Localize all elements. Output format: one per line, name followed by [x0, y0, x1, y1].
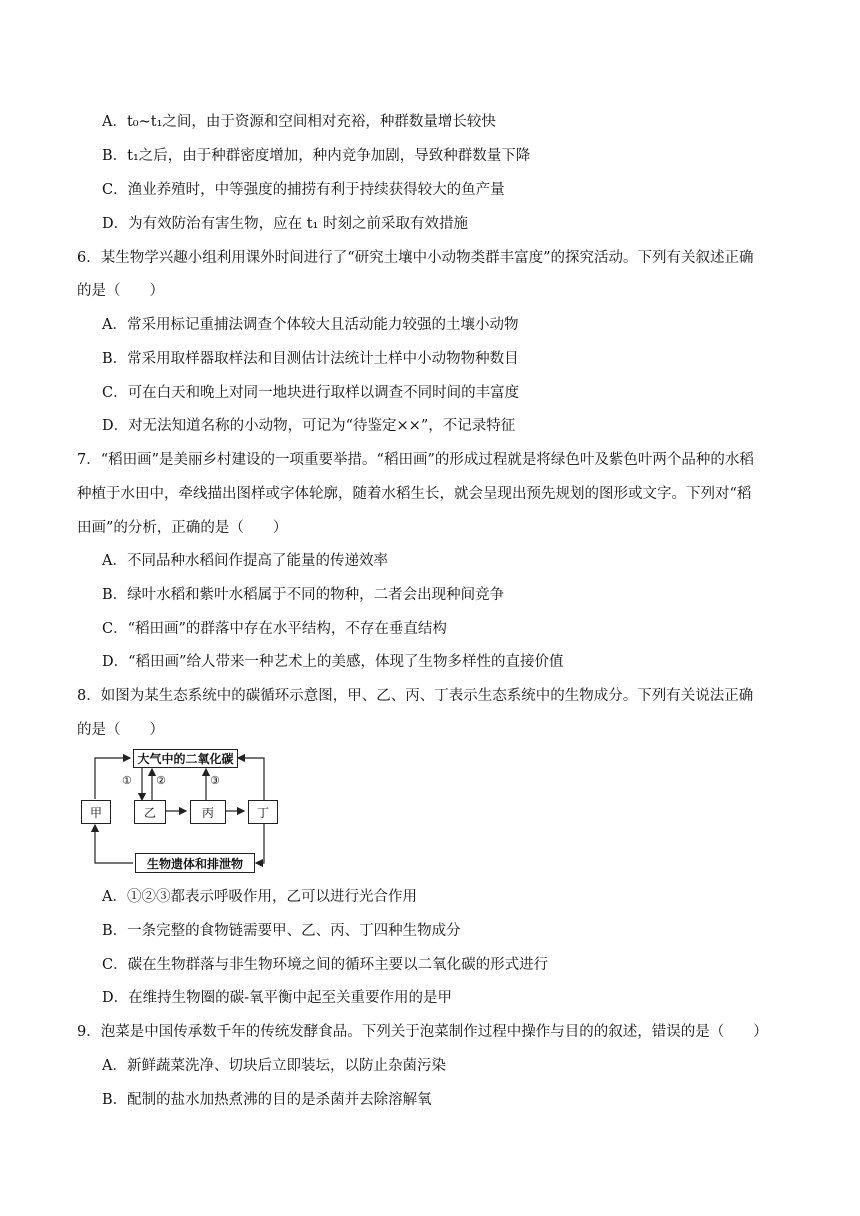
q5-option-c: C．渔业养殖时，中等强度的捕捞有利于持续获得较大的鱼产量 [102, 182, 505, 198]
q6-stem-line2: 的是（ ） [77, 283, 164, 299]
label-3: ③ [210, 774, 220, 787]
q8-option-d: D．在维持生物圈的碳-氧平衡中起至关重要作用的是甲 [102, 990, 453, 1006]
arrow-ding-to-remains [256, 822, 264, 863]
q8-option-b: B．一条完整的食物链需要甲、乙、丙、丁四种生物成分 [102, 923, 461, 939]
q7-option-b: B．绿叶水稻和紫叶水稻属于不同的物种，二者会出现种间竞争 [102, 587, 505, 603]
ding-box: 丁 [248, 800, 278, 824]
q7-option-d: D．“稻田画”给人带来一种艺术上的美感，体现了生物多样性的直接价值 [102, 654, 564, 670]
yi-box: 乙 [134, 800, 166, 824]
atmosphere-co2-box: 大气中的二氧化碳 [133, 749, 238, 768]
q5-option-a: A．t₀~t₁之间，由于资源和空间相对充裕，种群数量增长较快 [102, 114, 496, 130]
q7-stem-line1: 7．“稻田画”是美丽乡村建设的一项重要举措。“稻田画”的形成过程就是将绿色叶及紫色叶两个品种的水稻 [77, 452, 754, 468]
q7-option-a: A．不同品种水稻间作提高了能量的传递效率 [102, 553, 388, 569]
q5-option-d: D．为有效防治有害生物，应在 t₁ 时刻之前采取有效措施 [102, 216, 468, 232]
q6-option-d: D．对无法知道名称的小动物，可记为“待鉴定××”，不记录特征 [102, 418, 516, 434]
q9-option-b: B．配制的盐水加热煮沸的目的是杀菌并去除溶解氧 [102, 1092, 432, 1108]
q8-stem-line1: 8．如图为某生态系统中的碳循环示意图，甲、乙、丙、丁表示生态系统中的生物成分。下列有关说法正确 [77, 688, 754, 704]
remains-box: 生物遗体和排泄物 [135, 853, 255, 873]
q7-option-c: C．“稻田画”的群落中存在水平结构，不存在垂直结构 [102, 621, 447, 637]
q9-option-a: A．新鲜蔬菜洗净、切块后立即装坛，以防止杂菌污染 [102, 1058, 446, 1074]
carbon-cycle-diagram [78, 746, 278, 876]
q8-stem-line2: 的是（ ） [77, 722, 164, 738]
q8-option-c: C．碳在生物群落与非生物环境之间的循环主要以二氧化碳的形式进行 [102, 957, 549, 973]
q8-option-a: A．①②③都表示呼吸作用，乙可以进行光合作用 [102, 889, 417, 905]
q6-option-c: C．可在白天和晚上对同一地块进行取样以调查不同时间的丰富度 [102, 385, 520, 401]
q5-option-b: B．t₁之后，由于种群密度增加，种内竞争加剧，导致种群数量下降 [102, 148, 531, 164]
arrow-ding-to-atmosphere [238, 758, 264, 800]
q7-stem-line3: 田画”的分析，正确的是（ ） [77, 520, 288, 536]
label-1: ① [122, 774, 132, 787]
label-2: ② [156, 774, 166, 787]
q6-option-b: B．常采用取样器取样法和目测估计法统计土样中小动物物种数目 [102, 351, 519, 367]
bing-box: 丙 [190, 800, 226, 824]
jia-box: 甲 [81, 800, 111, 824]
q9-stem-line1: 9．泡菜是中国传承数千年的传统发酵食品。下列关于泡菜制作过程中操作与目的的叙述，错误的是（ ） [77, 1024, 768, 1040]
q7-stem-line2: 种植于水田中，牵线描出图样或字体轮廓，随着水稻生长，就会呈现出预先规划的图形或文字。下列对“稻 [77, 486, 752, 502]
q6-stem-line1: 6．某生物学兴趣小组利用课外时间进行了“研究土壤中小动物类群丰富度”的探究活动。下列有关叙述正确 [77, 250, 754, 266]
arrow-remains-to-jia [95, 825, 133, 863]
q6-option-a: A．常采用标记重捕法调查个体较大且活动能力较强的土壤小动物 [102, 317, 519, 333]
